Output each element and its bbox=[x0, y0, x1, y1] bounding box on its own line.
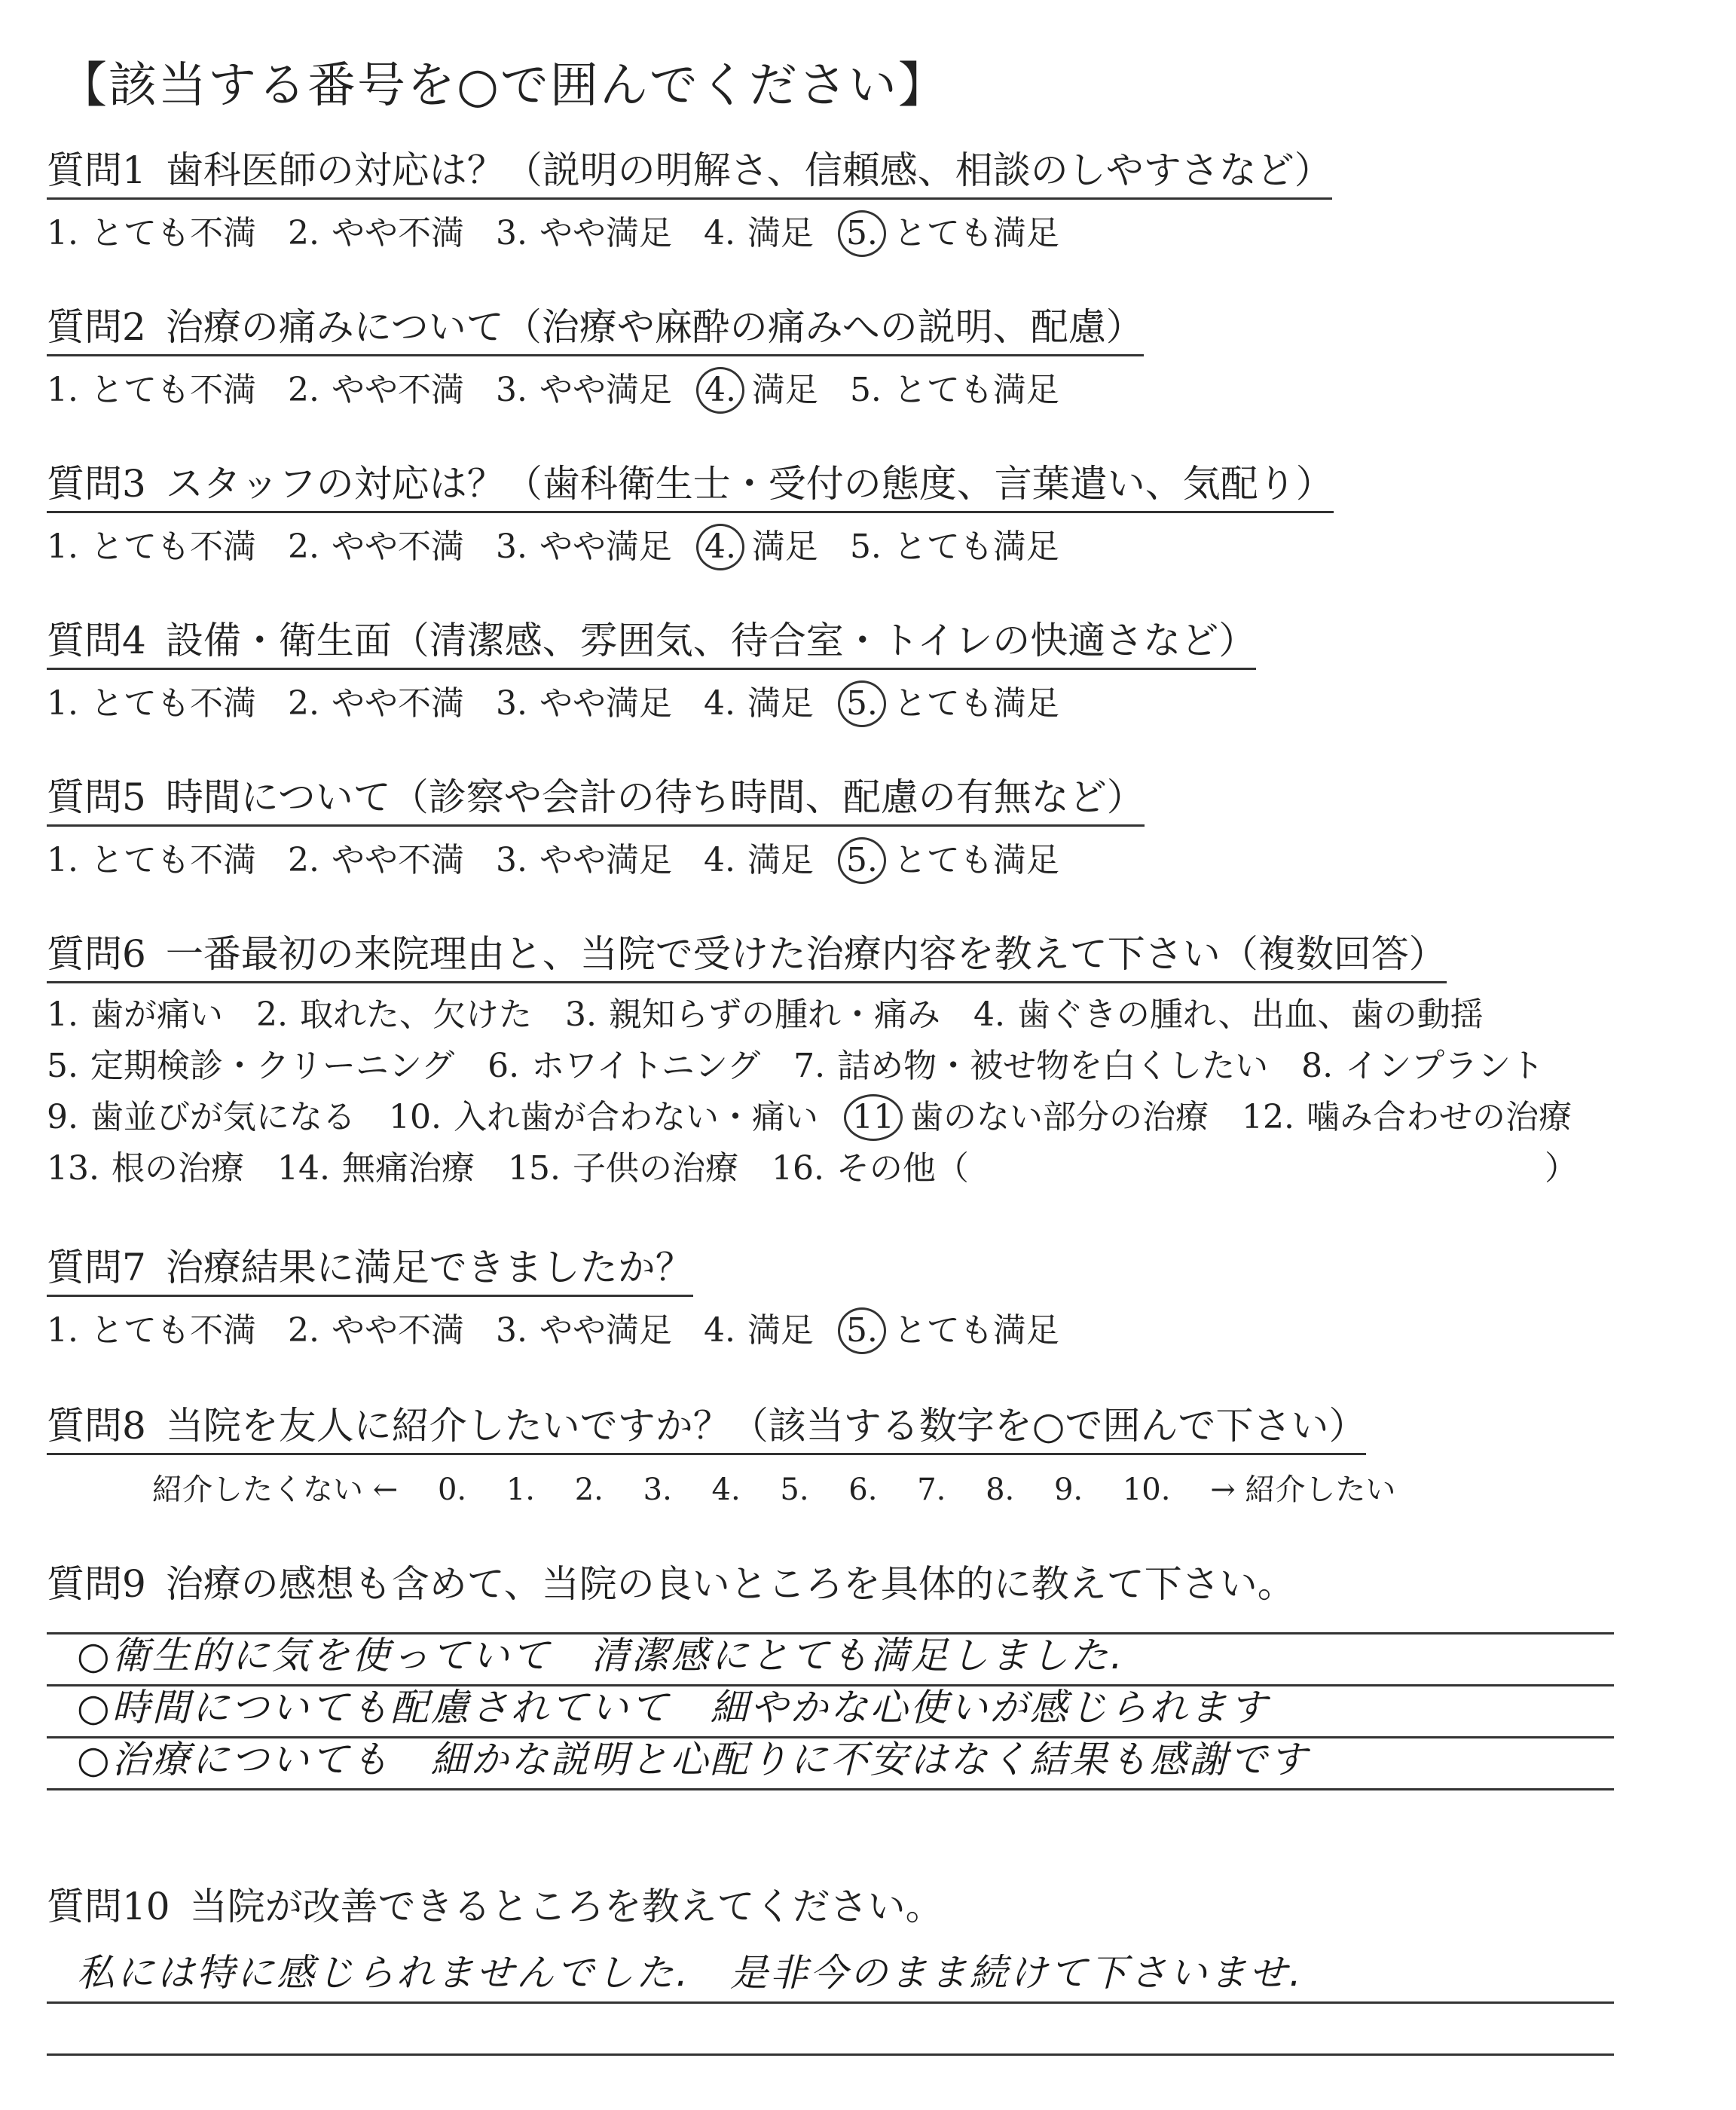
question-text: 治療の感想も含めて、当院の良いところを具体的に教えて下さい。 bbox=[165, 1562, 1295, 1606]
scale-option[interactable]: 2. bbox=[574, 1472, 604, 1507]
option-1[interactable]: 1. とても不満 bbox=[47, 371, 256, 409]
option-4[interactable]: 4. 満足 bbox=[703, 1311, 814, 1350]
scale-option[interactable]: 5. bbox=[780, 1472, 809, 1507]
option-8[interactable]: 8. インプラント bbox=[1301, 1047, 1545, 1085]
question-5-title bbox=[47, 775, 1145, 827]
options-row bbox=[47, 989, 1689, 1041]
question-5-options bbox=[47, 837, 1689, 884]
option-7[interactable]: 7. 詰め物・被せ物を白くしたい bbox=[793, 1047, 1269, 1085]
question-2-title bbox=[47, 304, 1144, 356]
option-1[interactable]: 1. とても不満 bbox=[47, 528, 256, 566]
option-13[interactable]: 13. 根の治療 bbox=[47, 1149, 244, 1188]
scale-option[interactable]: 3. bbox=[643, 1472, 672, 1507]
option-5-selected[interactable]: 5. とても満足 bbox=[845, 1307, 1059, 1354]
option-2[interactable]: 2. やや不満 bbox=[287, 371, 464, 409]
option-12[interactable]: 12. 噛み合わせの治療 bbox=[1241, 1098, 1572, 1136]
question-1-options bbox=[47, 210, 1689, 257]
option-9[interactable]: 9. 歯並びが気になる bbox=[47, 1098, 356, 1136]
question-text: 時間について（診察や会計の待ち時間、配慮の有無など） bbox=[165, 775, 1145, 819]
option-1[interactable]: 1. 歯が痛い bbox=[47, 995, 223, 1034]
option-4[interactable]: 4. 満足 bbox=[703, 684, 814, 723]
option-4[interactable]: 4. 歯ぐきの腫れ、出血、歯の動揺 bbox=[973, 995, 1484, 1034]
question-4-title bbox=[47, 618, 1256, 670]
question-text: 当院が改善できるところを教えてください。 bbox=[189, 1885, 943, 1928]
option-3[interactable]: 3. 親知らずの腫れ・痛み bbox=[564, 995, 940, 1034]
scale-option[interactable]: 0. bbox=[437, 1472, 467, 1507]
question-number: 質問1 bbox=[47, 148, 146, 192]
option-14[interactable]: 14. 無痛治療 bbox=[277, 1149, 475, 1188]
scale-option[interactable]: 8. bbox=[986, 1472, 1015, 1507]
option-2[interactable]: 2. やや不満 bbox=[287, 684, 464, 723]
question-text: 当院を友人に紹介したいですか？（該当する数字を○で囲んで下さい） bbox=[165, 1404, 1367, 1448]
question-3 bbox=[47, 461, 1689, 570]
option-5-selected[interactable]: 5. とても満足 bbox=[845, 210, 1059, 257]
question-4 bbox=[47, 618, 1689, 727]
question-7-options bbox=[47, 1307, 1689, 1354]
option-3[interactable]: 3. やや満足 bbox=[495, 528, 672, 566]
option-2[interactable]: 2. やや不満 bbox=[287, 841, 464, 879]
question-5 bbox=[47, 775, 1689, 884]
handwritten-answer: ○治療についても 細かな説明と心配りに不安はなく結果も感謝です bbox=[77, 1738, 1310, 1781]
options-row bbox=[47, 1092, 1689, 1143]
option-10[interactable]: 10. 入れ歯が合わない・痛い bbox=[388, 1098, 818, 1136]
question-number: 質問4 bbox=[47, 619, 146, 662]
question-10 bbox=[47, 1884, 1689, 1934]
option-5[interactable]: 5. 定期検診・クリーニング bbox=[47, 1047, 455, 1085]
option-3[interactable]: 3. やや満足 bbox=[495, 214, 672, 252]
option-15[interactable]: 15. 子供の治療 bbox=[507, 1149, 738, 1188]
scale-option[interactable]: 10. bbox=[1122, 1472, 1171, 1507]
question-number: 質問8 bbox=[47, 1404, 146, 1448]
option-4[interactable]: 4. 満足 bbox=[703, 214, 814, 252]
question-text: 設備・衛生面（清潔感、雰囲気、待合室・トイレの快適さなど） bbox=[165, 619, 1257, 662]
question-number: 質問9 bbox=[47, 1562, 146, 1606]
question-number: 質問3 bbox=[47, 462, 146, 506]
question-text: 治療の痛みについて（治療や麻酔の痛みへの説明、配慮） bbox=[165, 305, 1144, 349]
recommend-scale bbox=[47, 1466, 1689, 1509]
option-3[interactable]: 3. やや満足 bbox=[495, 841, 672, 879]
question-number: 質問7 bbox=[47, 1246, 146, 1289]
option-11-selected[interactable]: 11 歯のない部分の治療 bbox=[851, 1092, 1209, 1143]
question-3-title bbox=[47, 461, 1334, 513]
option-6[interactable]: 6. ホワイトニング bbox=[487, 1047, 761, 1085]
instruction-header: 【該当する番号を○で囲んでください】 bbox=[59, 58, 948, 114]
option-3[interactable]: 3. やや満足 bbox=[495, 371, 672, 409]
handwritten-answer: 私には特に感じられませんでした. 是非今のまま続けて下さいませ. bbox=[77, 1951, 1304, 1995]
option-1[interactable]: 1. とても不満 bbox=[47, 214, 256, 252]
option-3[interactable]: 3. やや満足 bbox=[495, 1311, 672, 1350]
scale-option[interactable]: 4. bbox=[711, 1472, 741, 1507]
option-1[interactable]: 1. とても不満 bbox=[47, 1311, 256, 1350]
question-6 bbox=[47, 931, 1689, 1194]
option-5-selected[interactable]: 5. とても満足 bbox=[845, 837, 1059, 884]
scale-option[interactable]: 9. bbox=[1053, 1472, 1083, 1507]
question-6-options bbox=[47, 989, 1689, 1194]
option-3[interactable]: 3. やや満足 bbox=[495, 684, 672, 723]
scale-option[interactable]: 6. bbox=[848, 1472, 878, 1507]
question-2 bbox=[47, 304, 1689, 414]
options-row bbox=[47, 1041, 1689, 1092]
answer-line bbox=[47, 2004, 1614, 2056]
option-5[interactable]: 5. とても満足 bbox=[849, 371, 1059, 409]
option-5-selected[interactable]: 5. とても満足 bbox=[845, 680, 1059, 727]
question-1 bbox=[47, 148, 1689, 257]
scale-right-label: → 紹介したい bbox=[1210, 1472, 1396, 1507]
answer-line bbox=[47, 1738, 1614, 1790]
handwritten-answer: ○時間についても配慮されていて 細やかな心使いが感じられます bbox=[77, 1686, 1270, 1729]
answer-line bbox=[47, 1944, 1614, 2004]
option-2[interactable]: 2. やや不満 bbox=[287, 1311, 464, 1350]
question-text: 一番最初の来院理由と、当院で受けた治療内容を教えて下さい（複数回答） bbox=[165, 932, 1447, 976]
option-4-selected[interactable]: 4. 満足 bbox=[704, 524, 818, 570]
option-2[interactable]: 2. やや不満 bbox=[287, 528, 464, 566]
option-4-selected[interactable]: 4. 満足 bbox=[704, 367, 818, 414]
option-2[interactable]: 2. やや不満 bbox=[287, 214, 464, 252]
question-7-title bbox=[47, 1245, 693, 1297]
question-7 bbox=[47, 1245, 1689, 1354]
option-1[interactable]: 1. とても不満 bbox=[47, 684, 256, 723]
option-5[interactable]: 5. とても満足 bbox=[849, 528, 1059, 566]
question-6-title bbox=[47, 931, 1447, 983]
question-number: 質問5 bbox=[47, 775, 146, 819]
question-text: 歯科医師の対応は？（説明の明解さ、信頼感、相談のしやすさなど） bbox=[165, 148, 1332, 192]
option-2[interactable]: 2. 取れた、欠けた bbox=[255, 995, 532, 1034]
question-9-answer-area[interactable] bbox=[47, 1582, 1614, 1790]
question-10-title bbox=[47, 1884, 943, 1934]
scale-option[interactable]: 7. bbox=[917, 1472, 946, 1507]
options-row bbox=[47, 1143, 1689, 1194]
scale-option[interactable]: 1. bbox=[506, 1472, 536, 1507]
question-1-title bbox=[47, 148, 1332, 200]
question-8-title bbox=[47, 1403, 1366, 1455]
scale-left-label: 紹介したくない ← bbox=[152, 1472, 399, 1507]
question-text: スタッフの対応は？（歯科衛生士・受付の態度、言葉遣い、気配り） bbox=[165, 462, 1334, 506]
question-10-answer-area[interactable] bbox=[47, 1944, 1614, 2056]
option-16-close-paren: ） bbox=[1544, 1149, 1578, 1188]
question-8 bbox=[47, 1403, 1689, 1509]
handwritten-answer: ○衛生的に気を使っていて 清潔感にとても満足しました. bbox=[77, 1634, 1125, 1677]
question-number: 質問10 bbox=[47, 1885, 170, 1928]
option-16[interactable]: 16. その他（ bbox=[771, 1149, 969, 1188]
question-3-options bbox=[47, 524, 1689, 570]
option-4[interactable]: 4. 満足 bbox=[703, 841, 814, 879]
option-1[interactable]: 1. とても不満 bbox=[47, 841, 256, 879]
question-number: 質問2 bbox=[47, 305, 146, 349]
question-4-options bbox=[47, 680, 1689, 727]
question-2-options bbox=[47, 367, 1689, 414]
question-number: 質問6 bbox=[47, 932, 146, 976]
question-text: 治療結果に満足できましたか？ bbox=[165, 1246, 693, 1289]
